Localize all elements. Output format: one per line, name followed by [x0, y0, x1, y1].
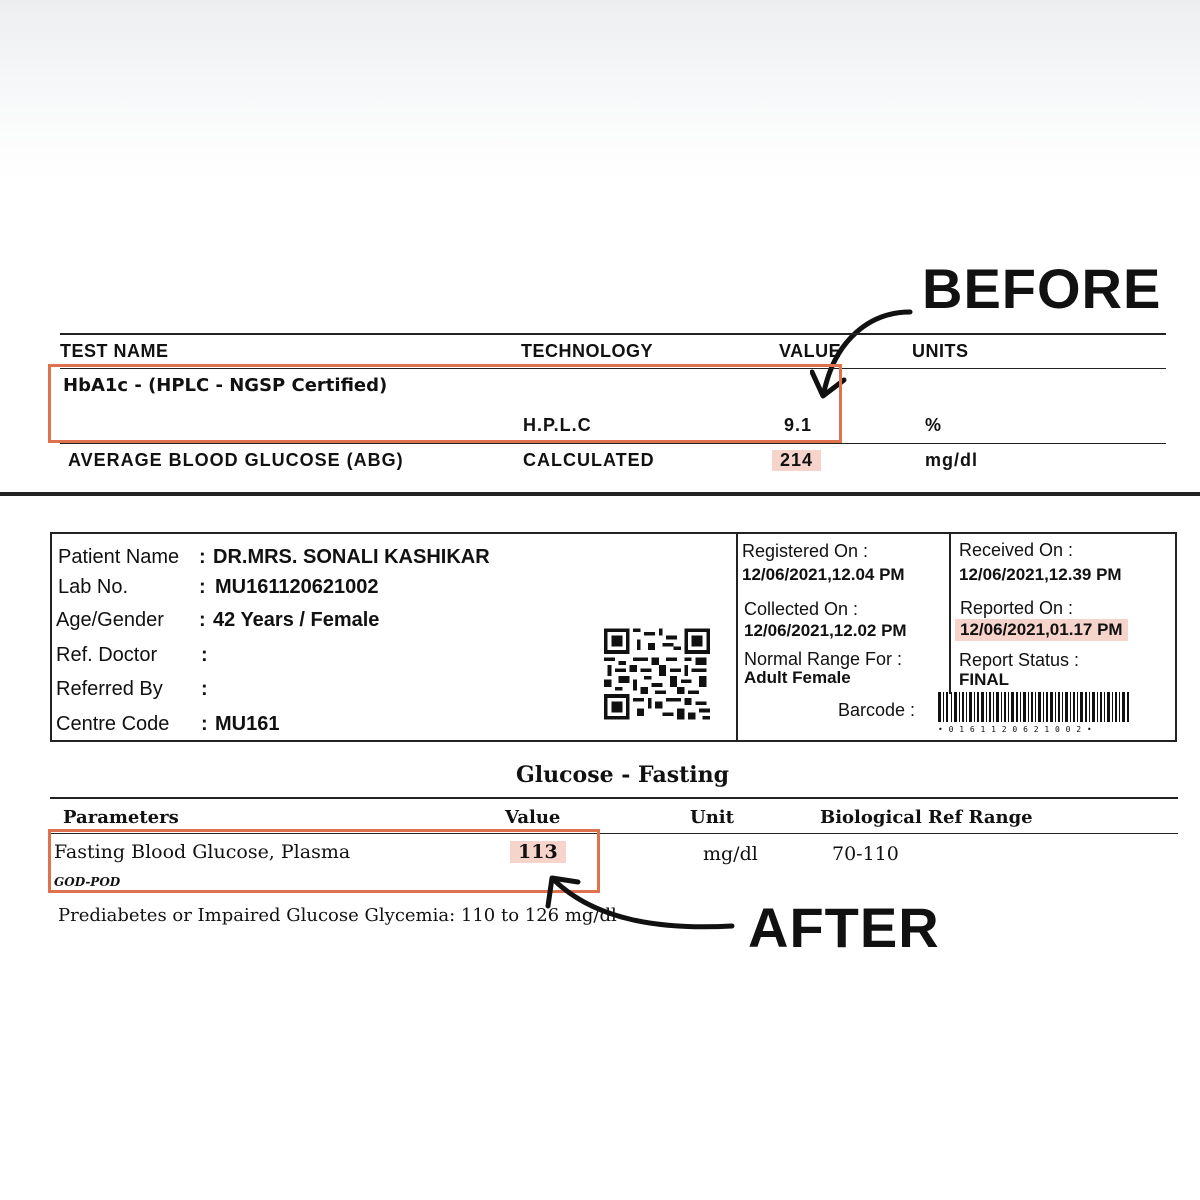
glucose-top-rule	[50, 797, 1178, 799]
normal-range-value: Adult Female	[744, 668, 851, 687]
report-status-label: Report Status :	[959, 650, 1080, 670]
abg-technology: CALCULATED	[523, 450, 655, 470]
colon: :	[199, 576, 206, 598]
registered-on-label: Registered On :	[742, 541, 869, 561]
normal-range-label: Normal Range For :	[744, 649, 903, 669]
glucose-method: GOD-POD	[54, 875, 121, 889]
box-divider-1	[736, 534, 738, 740]
label-age-gender: Age/Gender	[56, 609, 164, 631]
value-lab-no: MU161120621002	[215, 576, 379, 598]
colon: :	[201, 713, 208, 735]
label-ref-doctor: Ref. Doctor	[56, 644, 158, 666]
value-patient-name: DR.MRS. SONALI KASHIKAR	[213, 546, 490, 568]
hba1c-technology: H.P.L.C	[523, 415, 592, 435]
glucose-unit: mg/dl	[703, 843, 758, 865]
table-top-rule	[60, 333, 1166, 335]
glucose-range: 70-110	[832, 843, 899, 865]
barcode-label: Barcode :	[838, 700, 916, 720]
value-age-gender: 42 Years / Female	[213, 609, 380, 631]
label-referred-by: Referred By	[56, 678, 163, 700]
barcode-icon	[938, 692, 1132, 724]
hba1c-value: 9.1	[784, 415, 813, 435]
registered-on-value: 12/06/2021,12.04 PM	[742, 565, 905, 584]
hba1c-test-title: HbA1c - (HPLC - NGSP Certified)	[63, 375, 388, 396]
header-test-name: TEST NAME	[60, 341, 169, 361]
after-arrow-icon	[540, 868, 740, 938]
abg-value: 214	[772, 450, 821, 471]
glucose-header-range: Biological Ref Range	[820, 807, 1033, 828]
colon: :	[201, 678, 208, 700]
colon: :	[201, 644, 208, 666]
collected-on-value: 12/06/2021,12.02 PM	[744, 621, 907, 640]
collected-on-label: Collected On :	[744, 599, 859, 619]
received-on-value: 12/06/2021,12.39 PM	[959, 565, 1122, 584]
hba1c-units: %	[925, 415, 943, 435]
after-label: AFTER	[748, 896, 940, 959]
header-technology: TECHNOLOGY	[521, 341, 654, 361]
header-units: UNITS	[912, 341, 969, 361]
value-centre-code: MU161	[215, 713, 280, 735]
header-value: VALUE	[779, 341, 842, 361]
row-rule	[60, 443, 1166, 444]
abg-units: mg/dl	[925, 450, 978, 470]
before-label: BEFORE	[922, 257, 1162, 320]
label-lab-no: Lab No.	[58, 576, 129, 598]
glucose-value: 113	[510, 841, 566, 863]
glucose-title: Glucose - Fasting	[516, 762, 729, 788]
colon: :	[199, 609, 206, 631]
barcode-digits: • 0 1 6 1 1 2 0 6 2 1 0 0 2 •	[938, 725, 1093, 734]
colon: :	[199, 546, 206, 568]
section-divider	[0, 492, 1200, 496]
report-status-value: FINAL	[959, 670, 1010, 689]
prediabetes-note: Prediabetes or Impaired Glucose Glycemia: 110 to 126 mg/dl	[58, 905, 617, 926]
abg-name: AVERAGE BLOOD GLUCOSE (ABG)	[68, 450, 404, 470]
glucose-header-parameters: Parameters	[63, 807, 179, 828]
label-patient-name: Patient Name	[58, 546, 180, 568]
glucose-header-value: Value	[505, 807, 561, 828]
label-centre-code: Centre Code	[56, 713, 170, 735]
glucose-header-unit: Unit	[690, 807, 734, 828]
box-divider-2	[949, 534, 951, 694]
qr-code-icon	[604, 628, 710, 720]
reported-on-label: Reported On :	[960, 598, 1074, 618]
received-on-label: Received On :	[959, 540, 1074, 560]
glucose-param-name: Fasting Blood Glucose, Plasma	[54, 841, 351, 863]
reported-on-value: 12/06/2021,01.17 PM	[955, 619, 1128, 641]
